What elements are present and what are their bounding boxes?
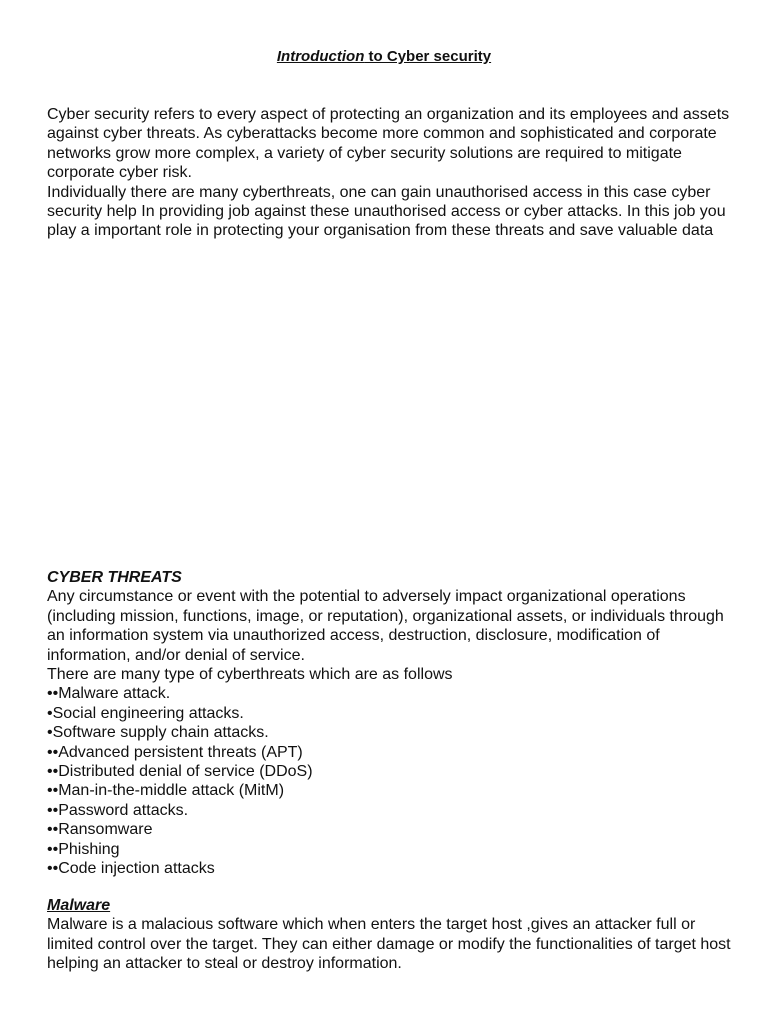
malware-section	[47, 896, 737, 974]
list-item: ••Code injection attacks	[47, 860, 215, 878]
title-part-introduction: Introduction	[276, 48, 365, 65]
list-item: ••Distributed denial of service (DDoS)	[47, 763, 313, 781]
list-item: •Software supply chain attacks.	[47, 724, 269, 742]
page-title	[0, 47, 768, 66]
cyber-threats-definition: Any circumstance or event with the potential to adversely impact organizational operations (including mission, functions, image, or reputation), organizational assets, or individuals through an information system via unauthorized access, destruction, disclosure, modification of information, and/or denial of service.	[47, 588, 724, 664]
list-item: •Social engineering attacks.	[47, 704, 244, 722]
list-item: ••Ransomware	[47, 821, 153, 839]
list-item: ••Phishing	[47, 840, 120, 858]
cyber-threats-section	[47, 568, 737, 879]
list-item: ••Advanced persistent threats (APT)	[47, 743, 303, 761]
malware-body: Malware is a malacious software which when enters the target host ,gives an attacker full or limited control over the target. They can either damage or modify the functionalities of target host helping an attacker to steal or destroy information.	[47, 916, 731, 973]
list-item: ••Password attacks.	[47, 801, 189, 819]
list-item: ••Malware attack.	[47, 685, 171, 703]
malware-heading: Malware	[47, 897, 111, 914]
list-item: ••Man-in-the-middle attack (MitM)	[47, 782, 285, 800]
cyber-threats-heading: CYBER THREATS	[47, 569, 182, 586]
intro-paragraph-1: Cyber security refers to every aspect of protecting an organization and its employees and assets against cyber threats. As cyberattacks become more common and sophisticated and corporate networks grow more complex, a variety of cyber security solutions are required to mitigate corporate cyber risk.	[47, 106, 730, 182]
threat-list	[47, 684, 737, 878]
intro-paragraph-2: Individually there are many cyberthreats, one can gain unauthorised access in this case cyber security help In providing job against these unauthorised access or cyber attacks. In this job you play a important role in protecting your organisation from these threats and save valuable data	[47, 183, 726, 240]
cyber-threats-intro-line: There are many type of cyberthreats which are as follows	[47, 666, 453, 684]
intro-section	[47, 105, 737, 241]
title-part-rest: to Cyber security	[364, 48, 492, 65]
